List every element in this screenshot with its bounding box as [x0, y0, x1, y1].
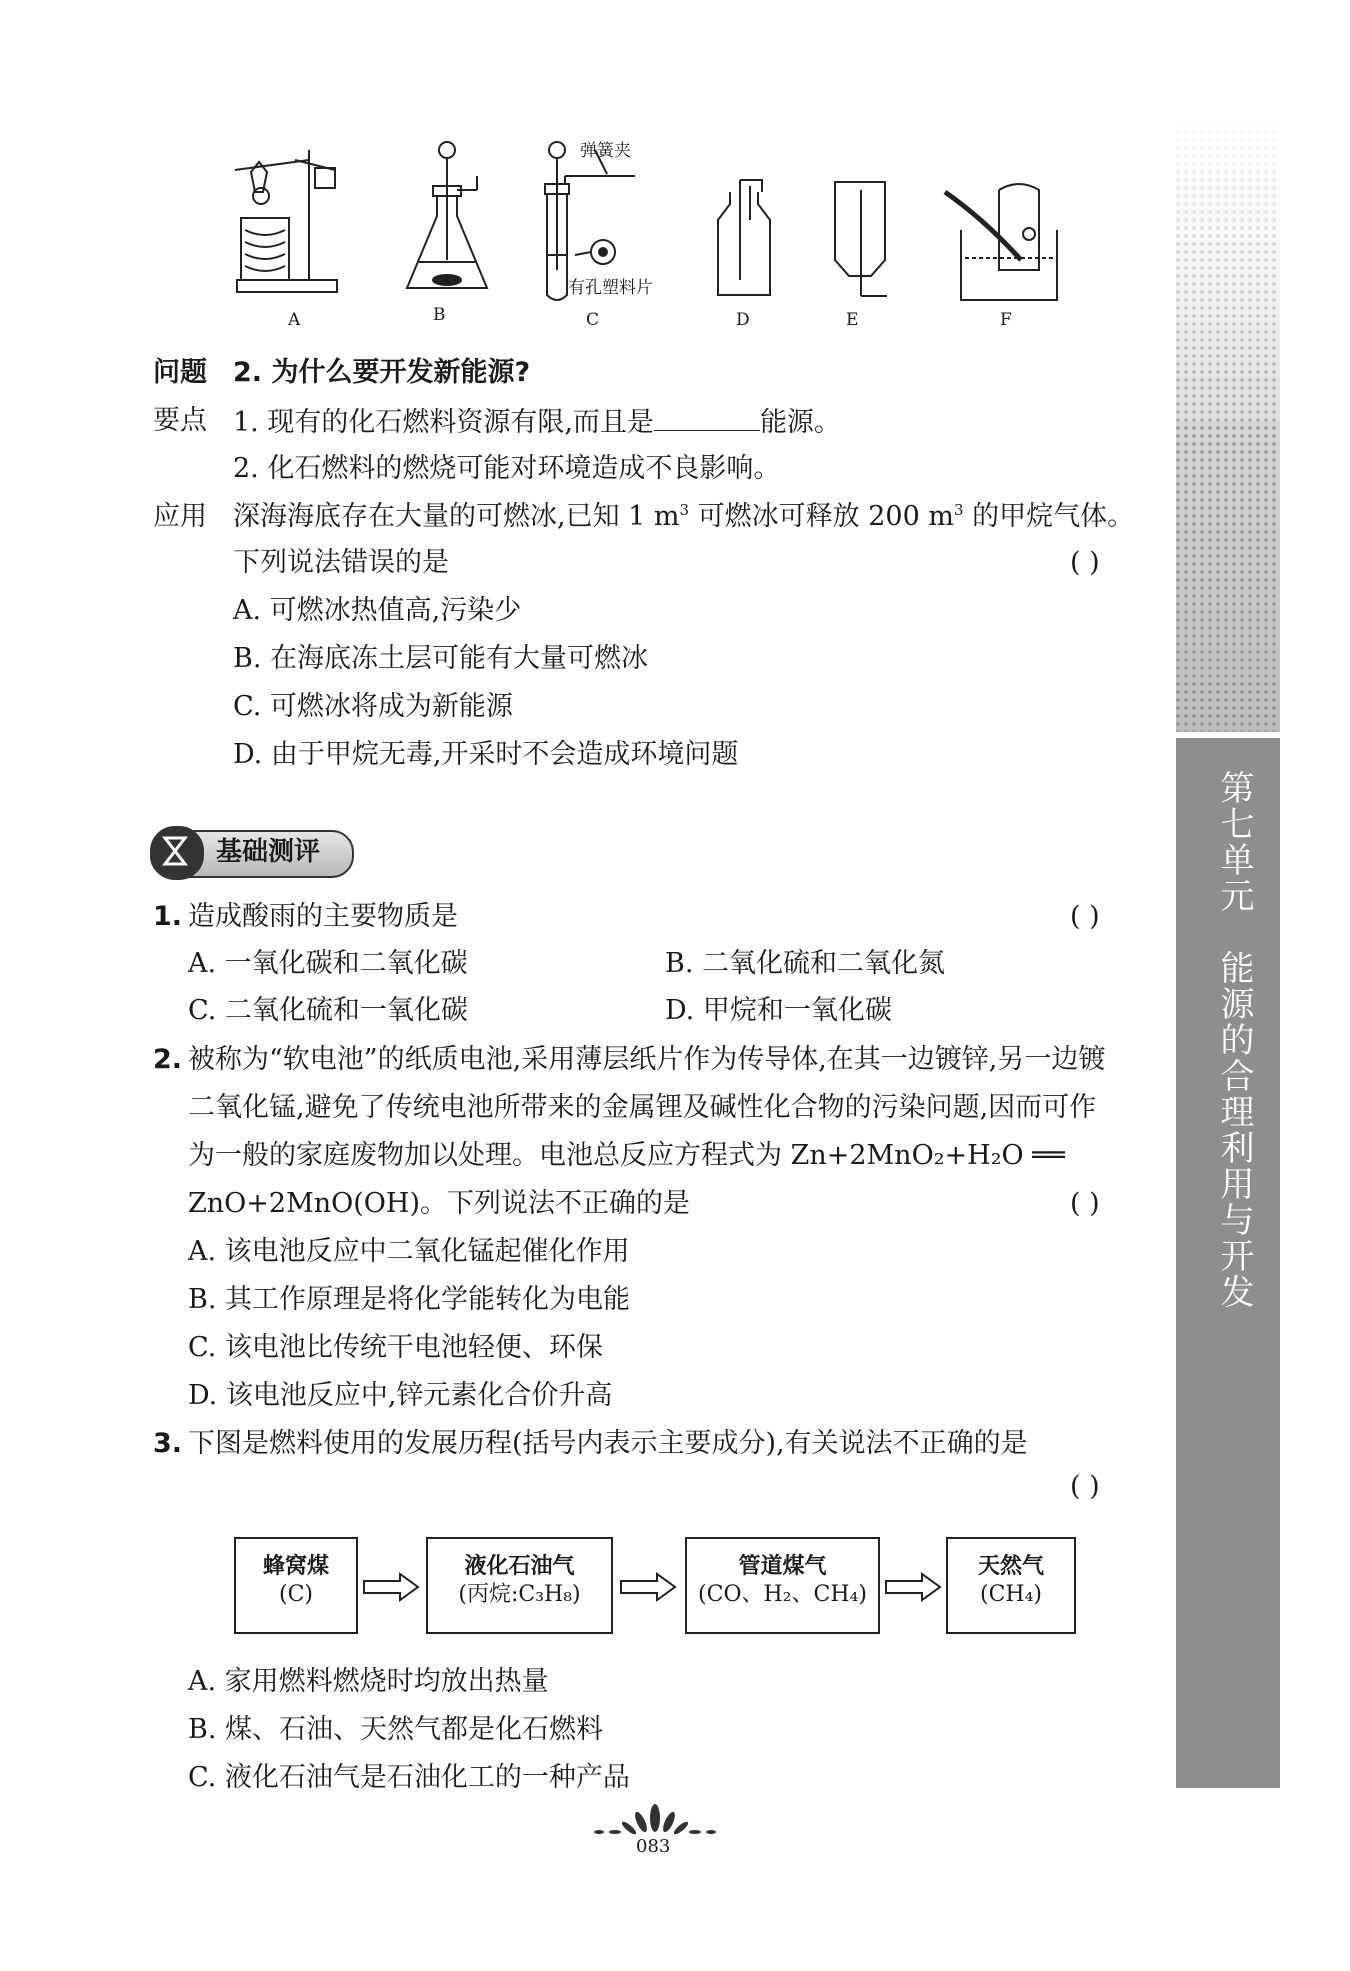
point-1: [233, 404, 841, 440]
lab-apparatus-figure: [225, 130, 1085, 335]
q3-option-c: C. 液化石油气是石油化工的一种产品: [188, 1762, 630, 1793]
side-decoration-fade: [1176, 122, 1280, 422]
page-number: 083: [636, 1836, 671, 1857]
apply-option-c: C. 可燃冰将成为新能源: [233, 691, 513, 722]
chapter-side-tab-label: 第七单元 能源的合理利用与开发: [1214, 770, 1254, 1310]
flow-box-natural-gas: [946, 1537, 1076, 1634]
section-title: 基础测评: [216, 837, 321, 867]
flow-box-2-formula: (丙烷:C₃H₈): [458, 1582, 581, 1607]
flow-box-1-formula: (C): [279, 1582, 313, 1607]
plastic-plate-label: 有孔塑料片: [568, 278, 653, 298]
floral-ornament-icon: [575, 1800, 735, 1840]
flow-arrow-icon: [362, 1572, 422, 1602]
q2-option-a: A. 该电池反应中二氧化锰起催化作用: [188, 1236, 630, 1267]
apparatus-label-d: D: [736, 310, 750, 330]
q2-line-1: 被称为“软电池”的纸质电池,采用薄层纸片作为传导体,在其一边镀锌,另一边镀: [188, 1044, 1106, 1075]
problem-title: 2. 为什么要开发新能源?: [233, 357, 531, 388]
point-1-text-a: 1. 现有的化石燃料资源有限,而且是: [233, 407, 654, 438]
apparatus-b: [407, 142, 487, 288]
apply-text-a: 深海海底存在大量的可燃冰,已知 1 m: [233, 501, 680, 532]
q3-option-b: B. 煤、石油、天然气都是化石燃料: [188, 1714, 604, 1745]
apply-text-c: 的甲烷气体。: [963, 501, 1135, 532]
flow-box-1-name: 蜂窝煤: [262, 1554, 329, 1579]
apply-option-a: A. 可燃冰热值高,污染少: [233, 595, 522, 626]
spring-clip-label: 弹簧夹: [580, 141, 631, 161]
apparatus-label-b: B: [433, 305, 446, 325]
hourglass-icon: [150, 826, 204, 880]
q1-text: 造成酸雨的主要物质是: [188, 901, 458, 932]
flow-box-honeycomb-coal: [234, 1537, 358, 1634]
apply-sup-2: 3: [953, 501, 964, 519]
apply-text-b: 可燃冰可释放 200 m: [689, 501, 954, 532]
q2-option-b: B. 其工作原理是将化学能转化为电能: [188, 1284, 631, 1315]
q1-option-b: B. 二氧化硫和二氧化氮: [665, 948, 946, 979]
apparatus-label-f: F: [1000, 310, 1012, 330]
q2-option-c: C. 该电池比传统干电池轻便、环保: [188, 1332, 603, 1363]
apparatus-f: [945, 184, 1057, 300]
point-1-blank: [654, 404, 760, 431]
q2-number: 2.: [153, 1044, 183, 1075]
flow-box-2-name: 液化石油气: [464, 1554, 575, 1579]
apply-answer-paren: ( ): [1070, 547, 1100, 578]
q2-answer-paren: ( ): [1070, 1188, 1100, 1219]
flow-box-pipeline-gas: [685, 1537, 880, 1634]
point-1-text-b: 能源。: [759, 407, 841, 438]
apply-sup-1: 3: [679, 501, 690, 519]
q3-text: 下图是燃料使用的发展历程(括号内表示主要成分),有关说法不正确的是: [188, 1428, 1028, 1459]
apply-text: [233, 500, 1134, 534]
points-tag: 要点: [153, 405, 207, 436]
apparatus-e: [835, 182, 887, 296]
q1-option-d: D. 甲烷和一氧化碳: [665, 995, 892, 1026]
apparatus-d: [718, 180, 770, 295]
q3-answer-paren: ( ): [1070, 1471, 1100, 1502]
apply-option-b: B. 在海底冻土层可能有大量可燃冰: [233, 643, 649, 674]
q3-option-a: A. 家用燃料燃烧时均放出热量: [188, 1666, 549, 1697]
apparatus-label-a: A: [288, 310, 301, 330]
apparatus-label-c: C: [586, 310, 600, 330]
q1-answer-paren: ( ): [1070, 901, 1100, 932]
flow-arrow-icon: [884, 1572, 944, 1602]
problem-tag: 问题: [153, 357, 207, 388]
apply-tag: 应用: [153, 501, 207, 532]
q2-option-d: D. 该电池反应中,锌元素化合价升高: [188, 1380, 613, 1411]
flow-box-4-formula: (CH₄): [979, 1582, 1042, 1607]
q2-line-4: ZnO+2MnO(OH)。下列说法不正确的是: [188, 1188, 691, 1219]
q1-option-c: C. 二氧化硫和一氧化碳: [188, 995, 468, 1026]
apply-question: 下列说法错误的是: [233, 547, 449, 578]
q2-line-2: 二氧化锰,避免了传统电池所带来的金属锂及碱性化合物的污染问题,因而可作: [188, 1092, 1097, 1123]
apparatus-label-e: E: [846, 310, 859, 330]
q1-number: 1.: [153, 901, 183, 932]
apparatus-a: [235, 150, 337, 292]
flow-arrow-icon: [619, 1572, 679, 1602]
flow-box-lpg: [426, 1537, 613, 1634]
flow-box-3-name: 管道煤气: [738, 1554, 827, 1579]
apply-option-d: D. 由于甲烷无毒,开采时不会造成环境问题: [233, 739, 739, 770]
flow-box-4-name: 天然气: [977, 1554, 1044, 1579]
flow-box-3-formula: (CO、H₂、CH₄): [698, 1582, 867, 1607]
q1-option-a: A. 一氧化碳和二氧化碳: [188, 948, 468, 979]
q3-number: 3.: [153, 1428, 183, 1459]
point-2: 2. 化石燃料的燃烧可能对环境造成不良影响。: [233, 453, 781, 484]
q2-line-3: 为一般的家庭废物加以处理。电池总反应方程式为 Zn+2MnO₂+H₂O ══: [188, 1140, 1065, 1171]
